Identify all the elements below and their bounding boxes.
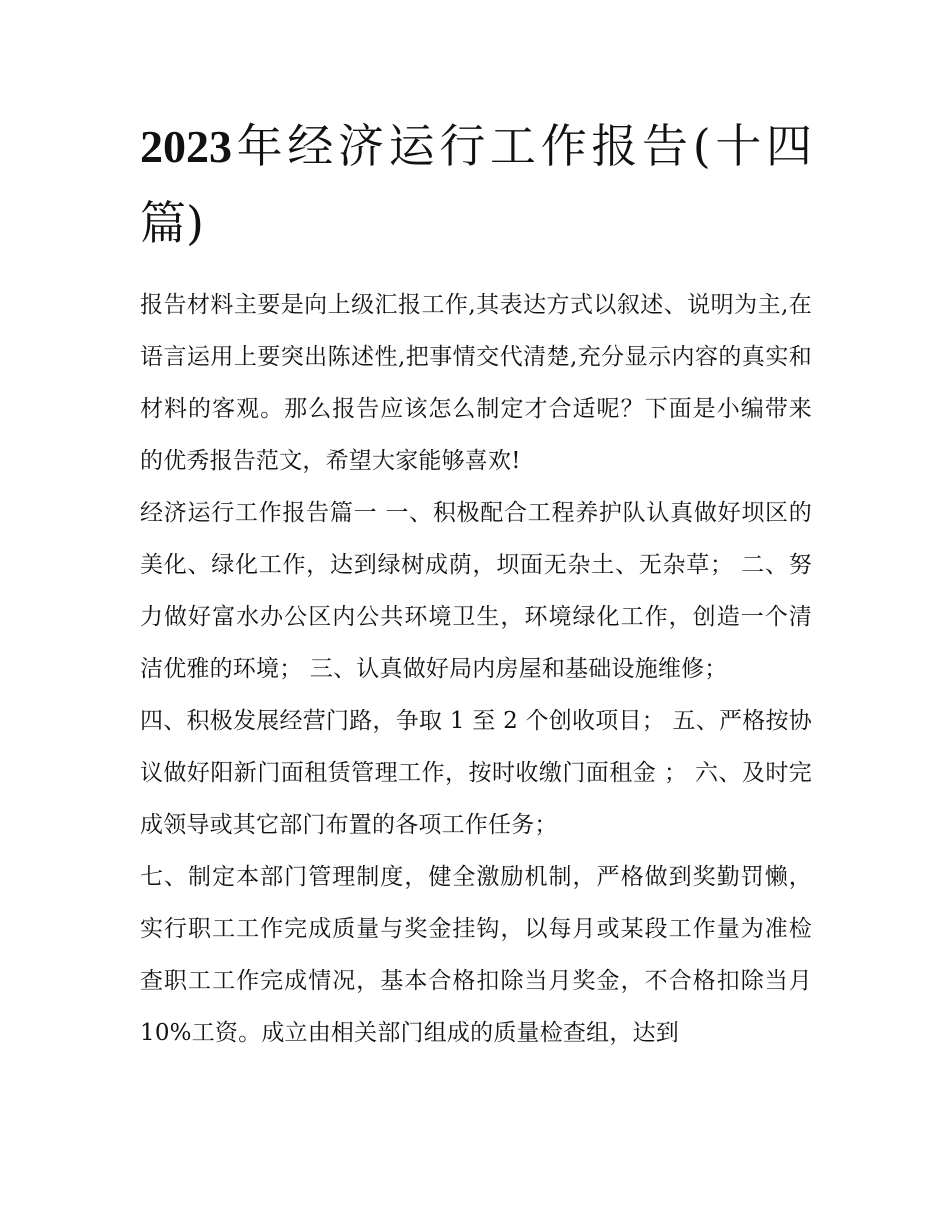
document-body <box>140 279 812 1059</box>
paragraph-item-seven: 七、制定本部门管理制度，健全激励机制，严格做到奖勤罚懒，实行职工工作完成质量与奖金挂钩，以每月或某段工作量为准检查职工工作完成情况，基本合格扣除当月奖金，不合格扣除当月 10%工资。成立由相关部门组成的质量检查组，达到 <box>140 864 812 1046</box>
title-year: 2023 <box>140 121 232 172</box>
paragraph-intro: 报告材料主要是向上级汇报工作,其表达方式以叙述、说明为主,在语言运用上要突出陈述性,把事情交代清楚,充分显示内容的真实和材料的客观。那么报告应该怎么制定才合适呢？下面是小编带来的优秀报告范文，希望大家能够喜欢! <box>140 292 812 474</box>
document-page <box>140 108 812 1059</box>
title-text: 年经济运行工作报告(十四篇) <box>140 119 812 250</box>
paragraph-section-one: 经济运行工作报告篇一 一、积极配合工程养护队认真做好坝区的美化、绿化工作，达到绿树成荫，坝面无杂土、无杂草； 二、努力做好富水办公区内公共环境卫生，环境绿化工作，创造一个清洁优雅的环境； 三、认真做好局内房屋和基础设施维修； <box>140 500 812 682</box>
paragraph-items-four-to-six: 四、积极发展经营门路，争取 1 至 2 个创收项目； 五、严格按协议做好阳新门面租赁管理工作，按时收缴门面租金 ； 六、及时完成领导或其它部门布置的各项工作任务； <box>140 708 812 838</box>
document-title <box>140 108 812 261</box>
